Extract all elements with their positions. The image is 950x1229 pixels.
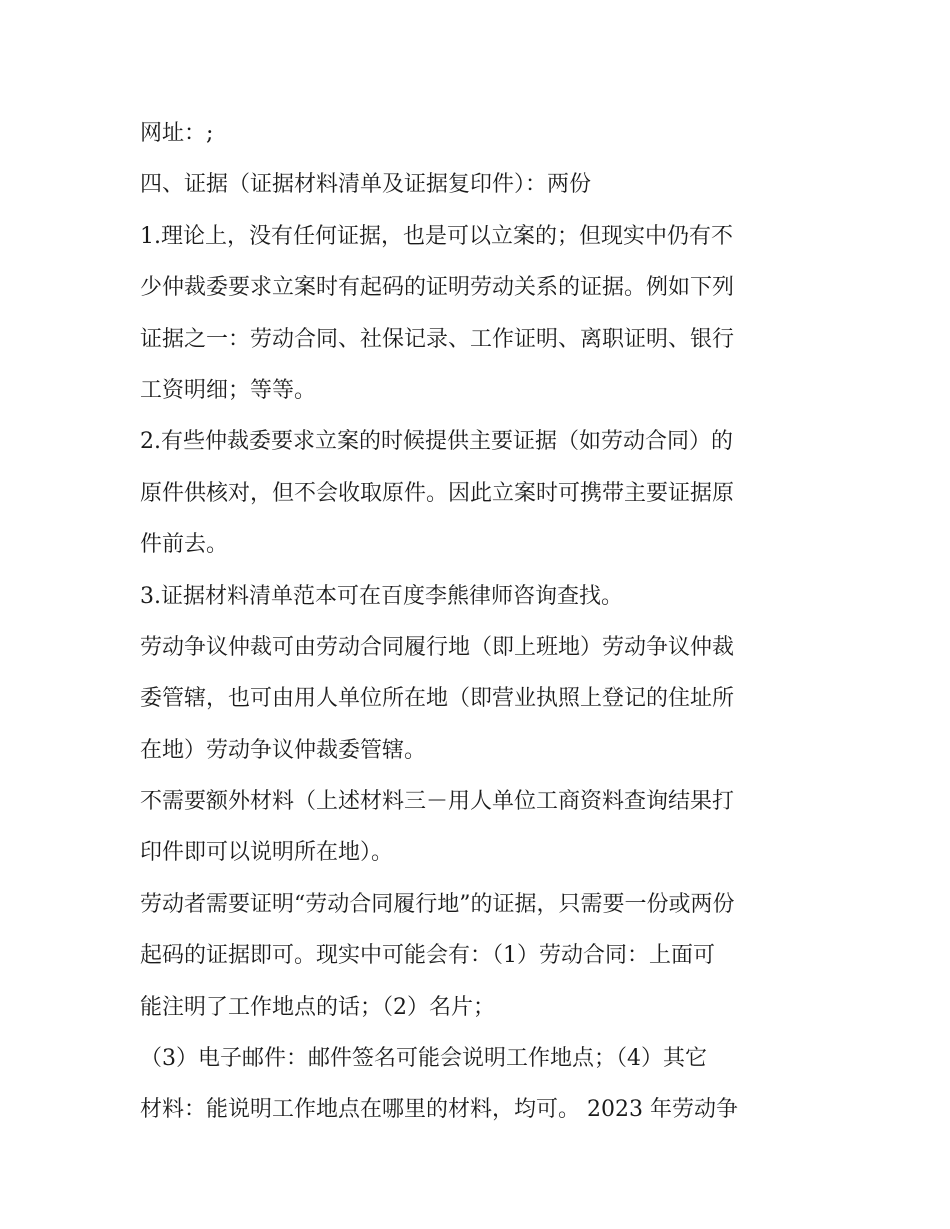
text-line: （3）电子邮件：邮件签名可能会说明工作地点；（4）其它 — [140, 1046, 707, 1072]
text-line: 委管辖，也可由用人单位所在地（即营业执照上登记的住址所 — [140, 686, 735, 712]
text-line: 材料：能说明工作地点在哪里的材料，均可。 2023 年劳动争 — [140, 1097, 738, 1123]
text-line: 件前去。 — [140, 532, 229, 558]
text-line: 能注明了工作地点的话；（2）名片； — [140, 994, 495, 1020]
text-line: 2.有些仲裁委要求立案的时候提供主要证据（如劳动合同）的 — [140, 429, 733, 455]
text-line: 证据之一：劳动合同、社保记录、工作证明、离职证明、银行 — [140, 326, 735, 352]
text-line: 起码的证据即可。现实中可能会有：（1）劳动合同：上面可 — [140, 943, 715, 969]
text-line: 劳动者需要证明“劳动合同履行地”的证据，只需要一份或两份 — [140, 891, 735, 917]
text-line: 少仲裁委要求立案时有起码的证明劳动关系的证据。例如下列 — [140, 275, 735, 301]
text-line: 工资明细；等等。 — [140, 377, 317, 403]
text-line: 网址：; — [140, 121, 214, 146]
text-line: 1.理论上，没有任何证据，也是可以立案的；但现实中仍有不 — [140, 223, 733, 249]
text-line: 原件供核对，但不会收取原件。因此立案时可携带主要证据原 — [140, 480, 735, 506]
text-line: 3.证据材料清单范本可在百度李熊律师咨询查找。 — [140, 583, 623, 609]
text-line: 劳动争议仲裁可由劳动合同履行地（即上班地）劳动争议仲裁 — [140, 634, 735, 660]
text-line: 印件即可以说明所在地）。 — [140, 840, 394, 866]
section-heading: 四、证据（证据材料清单及证据复印件）：两份 — [140, 172, 592, 198]
document-body — [140, 108, 820, 1136]
text-line: 不需要额外材料（上述材料三－用人单位工商资料查询结果打 — [140, 789, 735, 815]
text-line: 在地）劳动争议仲裁委管辖。 — [140, 737, 427, 763]
